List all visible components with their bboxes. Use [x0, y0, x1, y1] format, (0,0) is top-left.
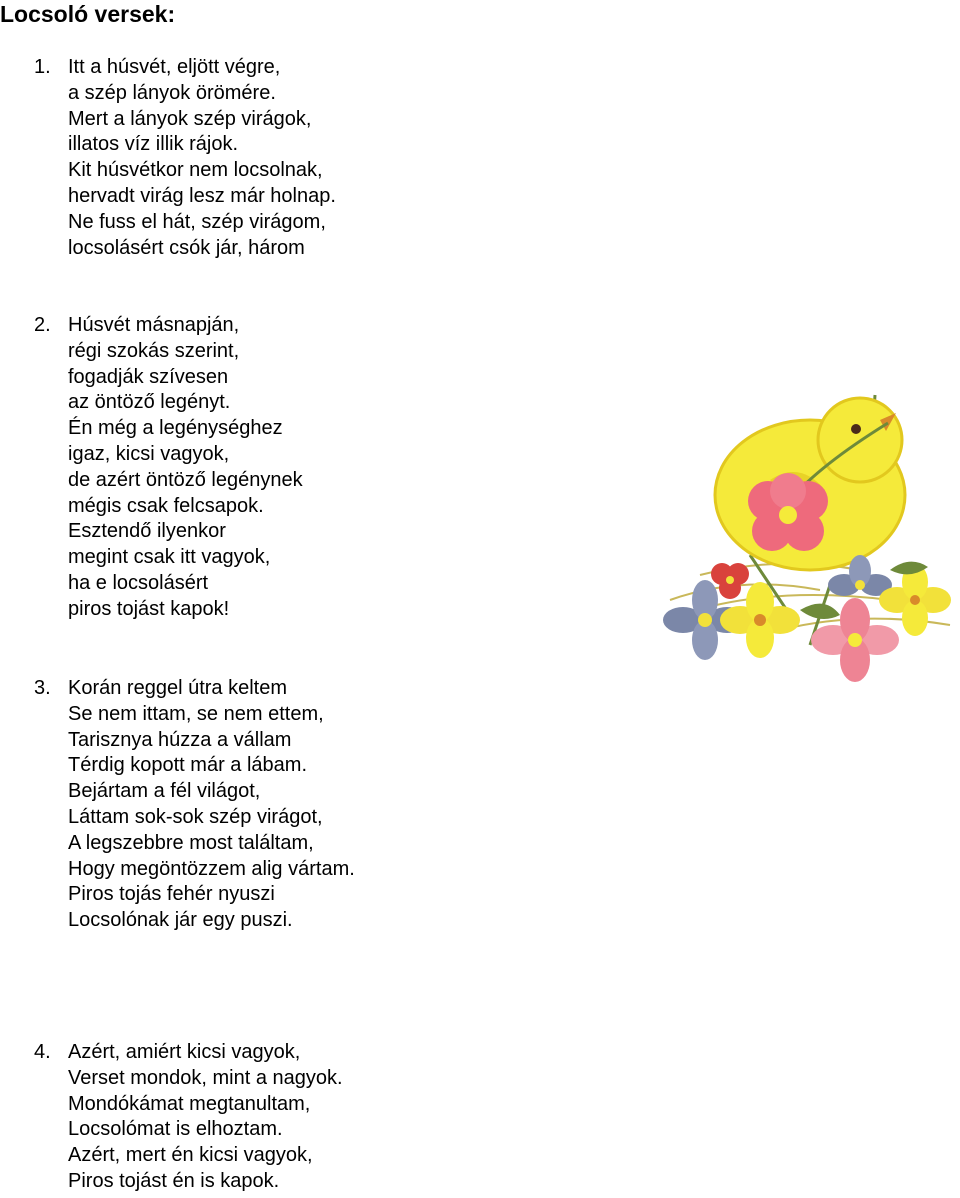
- poem-lines: [68, 1040, 343, 1195]
- poem-lines: [68, 313, 303, 623]
- poem-line: Piros tojást én is kapok.: [68, 1169, 280, 1192]
- poem-line: Térdig kopott már a lábam.: [68, 754, 307, 777]
- poem-line: ha e locsolásért: [68, 571, 209, 594]
- poem-line: Én még a legénységhez: [68, 417, 283, 440]
- poem-number: 3.: [34, 677, 51, 699]
- poem-line: locsolásért csók jár, három: [68, 236, 305, 259]
- poem-line: Locsolónak jár egy puszi.: [68, 909, 293, 932]
- poem-lines: [68, 55, 336, 261]
- poem-line: régi szokás szerint,: [68, 339, 240, 362]
- page-title: Locsoló versek:: [0, 1, 176, 27]
- poem-lines: [68, 676, 355, 934]
- poem-line: fogadják szívesen: [68, 365, 229, 388]
- poem-line: Mondókámat megtanultam,: [68, 1092, 311, 1115]
- poem-number: 2.: [34, 314, 51, 336]
- poem-line: az öntöző legényt.: [68, 391, 231, 414]
- poem-line: Bejártam a fél világot,: [68, 780, 261, 803]
- poem-line: Azért, mert én kicsi vagyok,: [68, 1144, 313, 1167]
- poem-line: Azért, amiért kicsi vagyok,: [68, 1041, 301, 1063]
- poem-line: Korán reggel útra keltem: [68, 677, 288, 699]
- poem-line: Húsvét másnapján,: [68, 314, 240, 336]
- poem-line: Esztendő ilyenkor: [68, 520, 226, 543]
- poem-line: Locsolómat is elhoztam.: [68, 1118, 283, 1141]
- poem-line: mégis csak felcsapok.: [68, 494, 264, 517]
- poem-line: piros tojást kapok!: [68, 597, 230, 620]
- poem-line: Ne fuss el hát, szép virágom,: [68, 210, 326, 233]
- poem-line: hervadt virág lesz már holnap.: [68, 184, 336, 207]
- poem-number: 1.: [34, 56, 51, 78]
- poem-number: 4.: [34, 1041, 51, 1063]
- easter-chick-with-flowers-icon: [660, 385, 960, 690]
- poem-line: Tarisznya húzza a vállam: [68, 728, 292, 751]
- poem-line: Hogy megöntözzem alig vártam.: [68, 857, 355, 880]
- poem-line: Mert a lányok szép virágok,: [68, 107, 312, 130]
- poem-line: Se nem ittam, se nem ettem,: [68, 702, 324, 725]
- poem-line: Itt a húsvét, eljött végre,: [68, 56, 281, 78]
- poem-line: Piros tojás fehér nyuszi: [68, 883, 275, 906]
- poem-line: A legszebbre most találtam,: [68, 831, 314, 854]
- poem-line: Láttam sok-sok szép virágot,: [68, 805, 323, 828]
- poem-line: megint csak itt vagyok,: [68, 546, 271, 569]
- poem-line: a szép lányok örömére.: [68, 81, 276, 104]
- poem-line: igaz, kicsi vagyok,: [68, 442, 230, 465]
- poem-line: Kit húsvétkor nem locsolnak,: [68, 159, 323, 182]
- poem-line: illatos víz illik rájok.: [68, 133, 239, 156]
- poem-line: Verset mondok, mint a nagyok.: [68, 1066, 343, 1089]
- poem-line: de azért öntöző legénynek: [68, 468, 303, 491]
